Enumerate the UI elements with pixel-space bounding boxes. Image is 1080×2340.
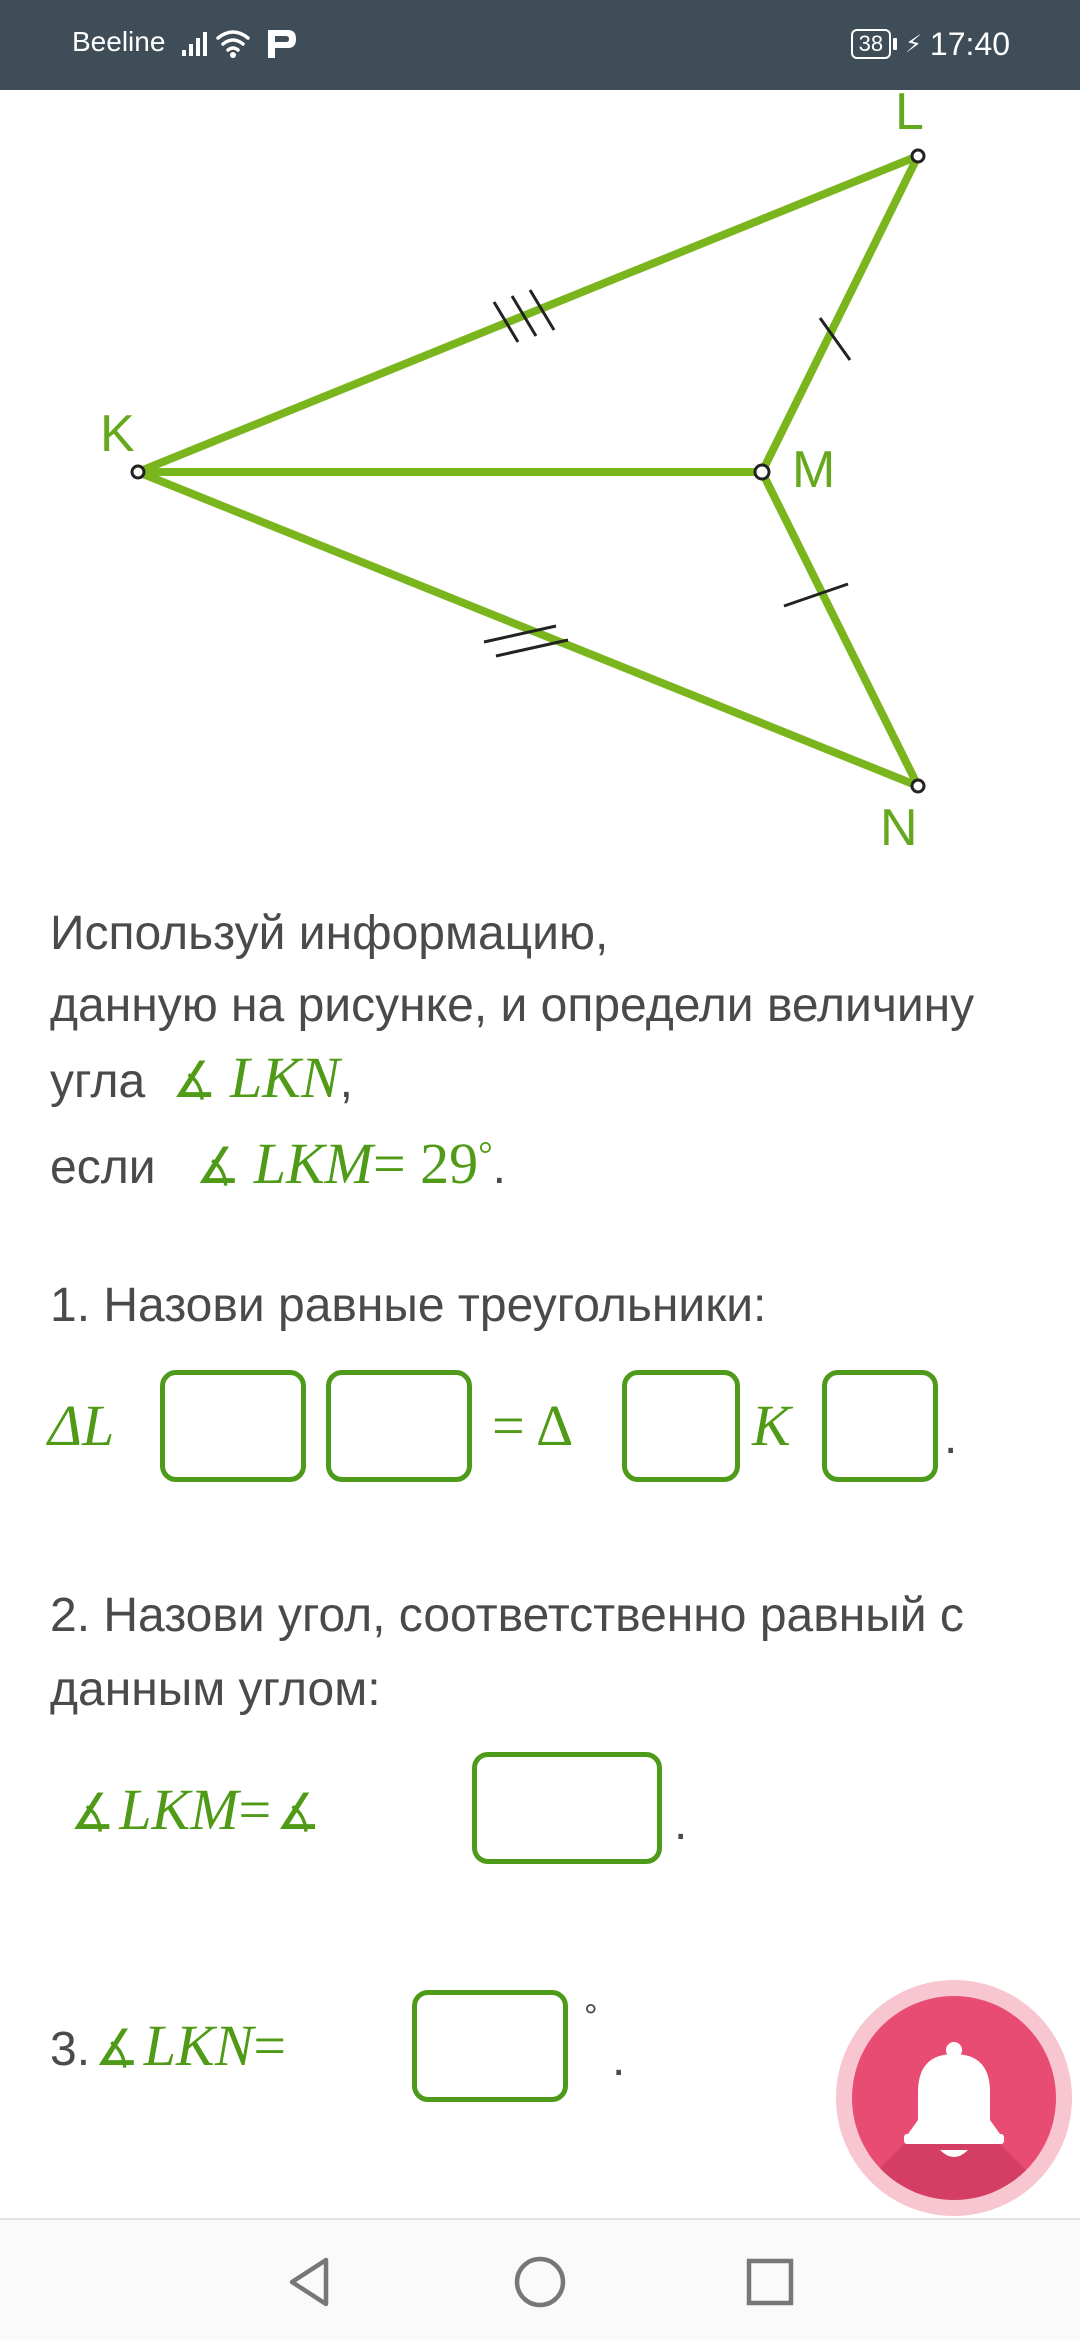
period: . [492,1141,506,1194]
status-right [851,22,1010,66]
angle-icon: ∡ [94,2019,140,2077]
signal-wifi-icons [180,22,310,66]
home-circle-icon[interactable] [508,2250,572,2314]
corresponding-angle-input[interactable] [472,1752,662,1864]
given-value: = 29 [372,1131,479,1196]
bell-icon [852,1996,1056,2200]
step3-angle: LKN [143,2013,254,2078]
status-bar [0,0,1080,90]
segment-kn [138,472,918,786]
step1-prompt: 1. Назови равные треугольники: [50,1279,767,1332]
step2-prompt-line1: 2. Назови угол, соответственно равный с [50,1589,964,1642]
given-angle: LKM [253,1131,373,1196]
step2-period: . [674,1797,688,1850]
task-intro-prefix: угла [50,1055,146,1108]
battery-tip [893,38,897,50]
triangle2-vertex1-input[interactable] [622,1370,740,1482]
parking-p-icon [268,30,296,58]
step2-equals: = [238,1777,272,1842]
angle-icon: ∡ [70,1783,115,1841]
signal-icon [182,32,207,56]
step2-angle: LKM [119,1777,239,1842]
triangle1-vertex2-input[interactable] [160,1370,306,1482]
target-angle: LKN [230,1045,340,1110]
task-intro-line2: данную на рисунке, и определи величину [50,979,975,1032]
recents-square-icon[interactable] [738,2250,802,2314]
triangle1-vertex3-input[interactable] [326,1370,472,1482]
triangles-diagram [0,90,1080,870]
angle-icon: ∡ [275,1783,321,1841]
wifi-icon [218,32,248,50]
degree-sign: ° [478,1134,493,1174]
system-nav-bar [0,2218,1080,2340]
vertex-label-n: N [880,799,918,857]
step2-prompt-line2: данным углом: [50,1663,381,1716]
segment-mn [762,472,918,786]
segment-lm [762,156,918,472]
step3-period: . [612,2033,626,2086]
vertex-label-m: M [792,441,836,499]
task-condition-prefix: если [50,1141,156,1194]
step3-prefix: 3. [50,2023,91,2076]
task-intro-line4 [50,1124,506,1198]
battery-indicator: 38 [851,29,891,59]
step1-equals-delta: = Δ [492,1393,574,1458]
task-intro-line1: Используй информацию, [50,907,609,960]
step3-degree: ° [584,1998,598,2036]
carrier-name: Beeline [72,26,166,57]
clock: 17:40 [929,25,1010,62]
vertex-label-k: K [100,405,135,463]
step1-left-triangle: ΔL [48,1393,115,1458]
geometry-figure [0,83,1080,870]
notification-bell-button[interactable] [852,1996,1056,2200]
back-triangle-icon[interactable] [278,2250,342,2314]
step3-equation [50,2012,286,2079]
angle-icon: ∡ [171,1051,217,1109]
triangle2-vertex3-input[interactable] [822,1370,938,1482]
step3-equals: = [253,2013,287,2078]
angle-lkn-input[interactable] [412,1990,568,2102]
step1-period: . [944,1411,958,1464]
task-intro-line3: угла ∡ LKN, [50,1045,353,1110]
step1-k-letter: K [752,1393,791,1458]
step2-equation [70,1776,321,1843]
charging-bolt-icon: ⚡ [905,30,922,58]
vertex-label-l: L [895,83,924,141]
segment-kl [138,156,918,472]
angle-icon: ∡ [195,1137,241,1195]
